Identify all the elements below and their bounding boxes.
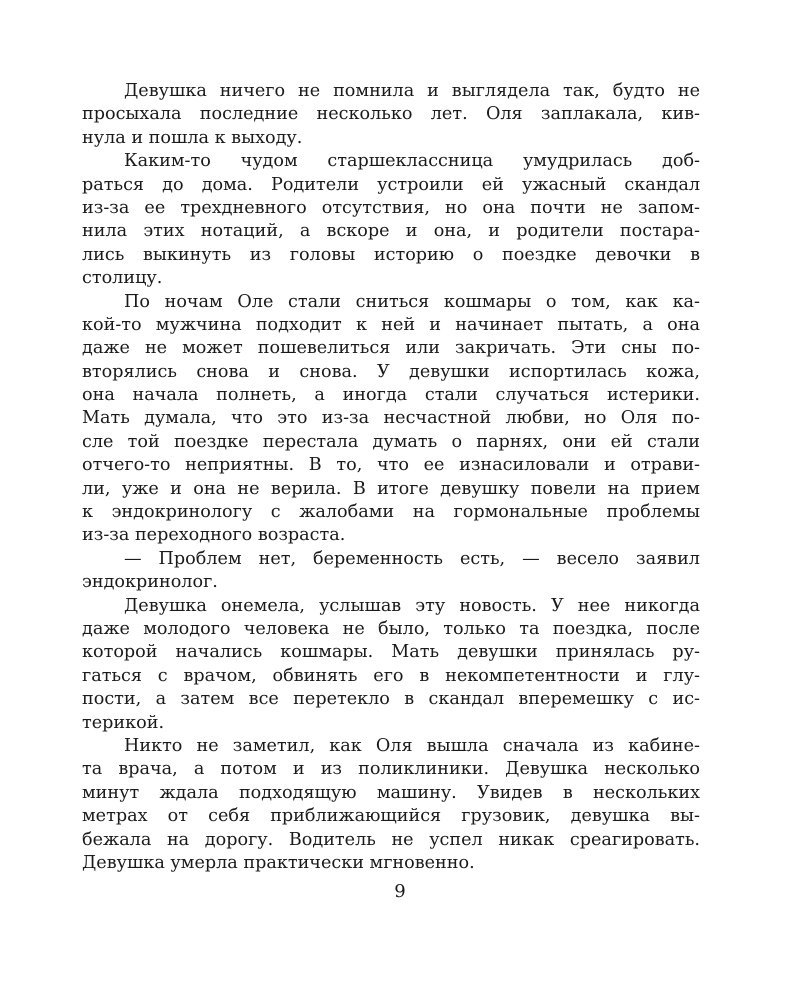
- text-line: столицу.: [82, 268, 163, 289]
- text-line: Каким-то чудом старшеклассница умудрилась доб-: [124, 151, 700, 172]
- text-line: бежала на дорогу. Водитель не успел никак среагировать.: [82, 829, 700, 850]
- text-line: По ночам Оле стали сниться кошмары о том, как ка-: [124, 291, 700, 312]
- text-line: раться до дома. Родители устроили ей ужасный скандал: [82, 174, 700, 195]
- paragraph-1: [82, 80, 700, 150]
- text-line: из-за переходного возраста.: [82, 525, 346, 546]
- paragraph-5: [82, 595, 700, 735]
- text-line: нила этих нотаций, а вскоре и она, и родители постара-: [82, 221, 700, 242]
- text-line: та врача, а потом и из поликлиники. Девушка несколько: [82, 759, 700, 780]
- text-line: эндокринолог.: [82, 572, 218, 593]
- text-line: метрах от себя приближающийся грузовик, девушка вы-: [82, 806, 700, 827]
- text-line: ли, уже и она не верила. В итоге девушку повели на прием: [82, 478, 700, 499]
- body-text: [82, 80, 700, 875]
- text-line: отчего-то неприятны. В то, что ее изнасиловали и отрави-: [82, 455, 700, 476]
- text-line: Девушка ничего не помнила и выглядела так, будто не: [124, 81, 700, 101]
- text-line: вторялись снова и снова. У девушки испортилась кожа,: [82, 361, 700, 382]
- text-line: Девушка умерла практически мгновенно.: [82, 852, 475, 873]
- page-number: 9: [394, 881, 406, 902]
- text-line: Мать думала, что это из-за несчастной любви, но Оля по-: [82, 408, 700, 429]
- text-line: минут ждала подходящую машину. Увидев в нескольких: [82, 782, 700, 803]
- paragraph-3: [82, 291, 700, 548]
- text-line: кой-то мужчина подходит к ней и начинает пытать, а она: [82, 314, 700, 335]
- text-line: лись выкинуть из головы историю о поездке девочки в: [82, 244, 700, 265]
- text-line: Девушка онемела, услышав эту новость. У нее никогда: [124, 595, 700, 616]
- text-line: просыхала последние несколько лет. Оля заплакала, кив-: [82, 104, 700, 125]
- text-line: даже не может пошевелиться или закричать. Эти сны по-: [82, 338, 700, 359]
- text-line: — Проблем нет, беременность есть, — весело заявил: [124, 548, 700, 569]
- paragraph-4: [82, 548, 700, 595]
- text-line: сле той поездке перестала думать о парнях, они ей стали: [82, 431, 700, 452]
- text-line: даже молодого человека не было, только та поездка, после: [82, 618, 700, 639]
- text-line: она начала полнеть, а иногда стали случаться истерики.: [82, 385, 700, 406]
- text-line: пости, а затем все перетекло в скандал вперемешку с ис-: [82, 689, 700, 710]
- text-line: нула и пошла к выходу.: [82, 127, 303, 148]
- text-line: гаться с врачом, обвинять его в некомпетентности и глу-: [82, 665, 700, 686]
- paragraph-2: [82, 150, 700, 290]
- text-line: к эндокринологу с жалобами на гормональные проблемы: [82, 502, 700, 523]
- text-line: которой начались кошмары. Мать девушки принялась ру-: [82, 642, 700, 663]
- text-line: терикой.: [82, 712, 165, 733]
- text-line: из-за ее трехдневного отсутствия, но она почти не запом-: [82, 197, 700, 218]
- text-line: Никто не заметил, как Оля вышла сначала из кабине-: [124, 735, 700, 756]
- paragraph-6: [82, 735, 700, 875]
